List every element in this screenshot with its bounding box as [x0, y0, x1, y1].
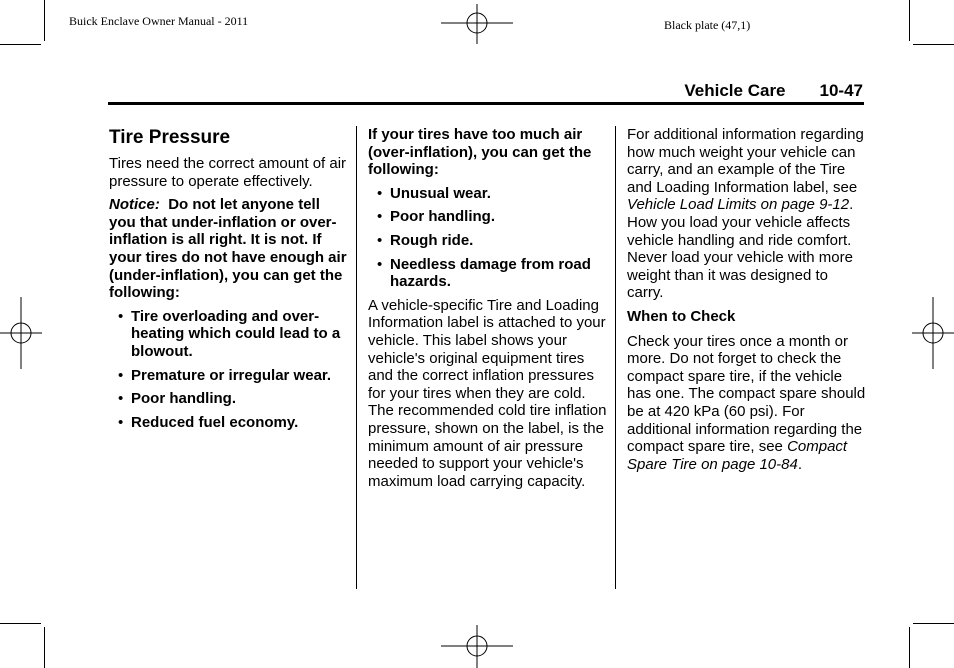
section-heading: Tire Pressure — [109, 127, 231, 148]
list-item: • Poor handling. — [118, 390, 236, 408]
notice-paragraph — [109, 196, 349, 302]
header-rule — [108, 102, 864, 105]
list-item: • Premature or irregular wear. — [118, 366, 332, 384]
bullet-icon: • — [118, 413, 124, 431]
crop-mark — [909, 627, 910, 668]
load-info-paragraph: For additional information regarding how much weight your vehicle can carry, and an example of the Tire and Loading Information label, see Vehicle Load Limits on page 9-12. — [627, 126, 864, 214]
notice-label: Notice: — [109, 196, 160, 214]
overinflation-lead: If your tires have too much air (over-inflation), you can get the following: — [368, 126, 592, 179]
bullet-icon: • — [377, 231, 383, 249]
running-header — [684, 81, 863, 101]
crop-mark — [0, 623, 41, 624]
bullet-icon: • — [377, 184, 383, 202]
bullet-icon: • — [377, 255, 383, 273]
crop-mark — [44, 0, 45, 41]
crop-mark — [913, 44, 954, 45]
print-meta-right: Black plate (47,1) — [664, 18, 751, 32]
list-item: • Needless damage from road hazards. — [377, 255, 591, 291]
list-item: • Reduced fuel economy. — [118, 413, 299, 431]
list-item: • Tire overloading and over-heating which could lead to a blowout. — [118, 307, 341, 360]
list-item: • Rough ride. — [377, 231, 474, 249]
cross-reference-link[interactable]: Compact Spare Tire on page 10-84 — [627, 438, 848, 473]
registration-mark-right — [912, 297, 954, 369]
crop-mark — [44, 627, 45, 668]
check-paragraph: Check your tires once a month or more. Do not forget to check the compact spare tire, if the vehicle has one. The compact spare should be at 420 kPa (60 psi). For additional information regarding the compact spare tire, see Compact Spare Tire on page 10-84. — [627, 332, 866, 473]
crop-mark — [909, 0, 910, 41]
notice-text: Do not let anyone tell you that under-inflation or over-inflation is all right. It is not. If your tires do not have enough air (under-inflation), you can get the following: — [109, 196, 347, 302]
page-number: 10-47 — [819, 81, 863, 100]
list-item: • Poor handling. — [377, 208, 495, 226]
bullet-icon: • — [377, 208, 383, 226]
registration-mark-top — [441, 4, 513, 44]
list-item: • Unusual wear. — [377, 184, 491, 202]
subheading: When to Check — [627, 307, 736, 325]
label-paragraph: A vehicle-specific Tire and Loading Information label is attached to your vehicle. This label shows your vehicle's original equipment tires and the correct inflation pressures for your tires when they are cold. The recommended cold tire inflation pressure, shown on the label, is the minimum amount of air pressure needed to support your vehicle's maximum load carrying capacity. — [368, 296, 607, 490]
cross-reference-link[interactable]: Vehicle Load Limits on page 9-12 — [627, 196, 850, 214]
column-3 — [627, 126, 867, 479]
print-meta-left: Buick Enclave Owner Manual - 2011 — [69, 14, 249, 28]
column-1 — [109, 126, 349, 437]
bullet-icon: • — [118, 366, 124, 384]
intro-paragraph: Tires need the correct amount of air pressure to operate effectively. — [109, 155, 347, 190]
loading-paragraph: How you load your vehicle affects vehicle handling and ride comfort. Never load your vehicle with more weight than it was designed to carry. — [627, 213, 853, 302]
column-divider — [615, 126, 616, 589]
registration-mark-bottom — [441, 625, 513, 668]
crop-mark — [913, 623, 954, 624]
overinflation-list — [368, 185, 608, 291]
crop-mark — [0, 44, 41, 45]
bullet-icon: • — [118, 390, 124, 408]
bullet-icon: • — [118, 307, 124, 325]
column-divider — [356, 126, 357, 589]
registration-mark-left — [0, 297, 42, 369]
column-2 — [368, 126, 608, 496]
section-title: Vehicle Care — [684, 81, 786, 100]
underinflation-list — [109, 308, 349, 432]
